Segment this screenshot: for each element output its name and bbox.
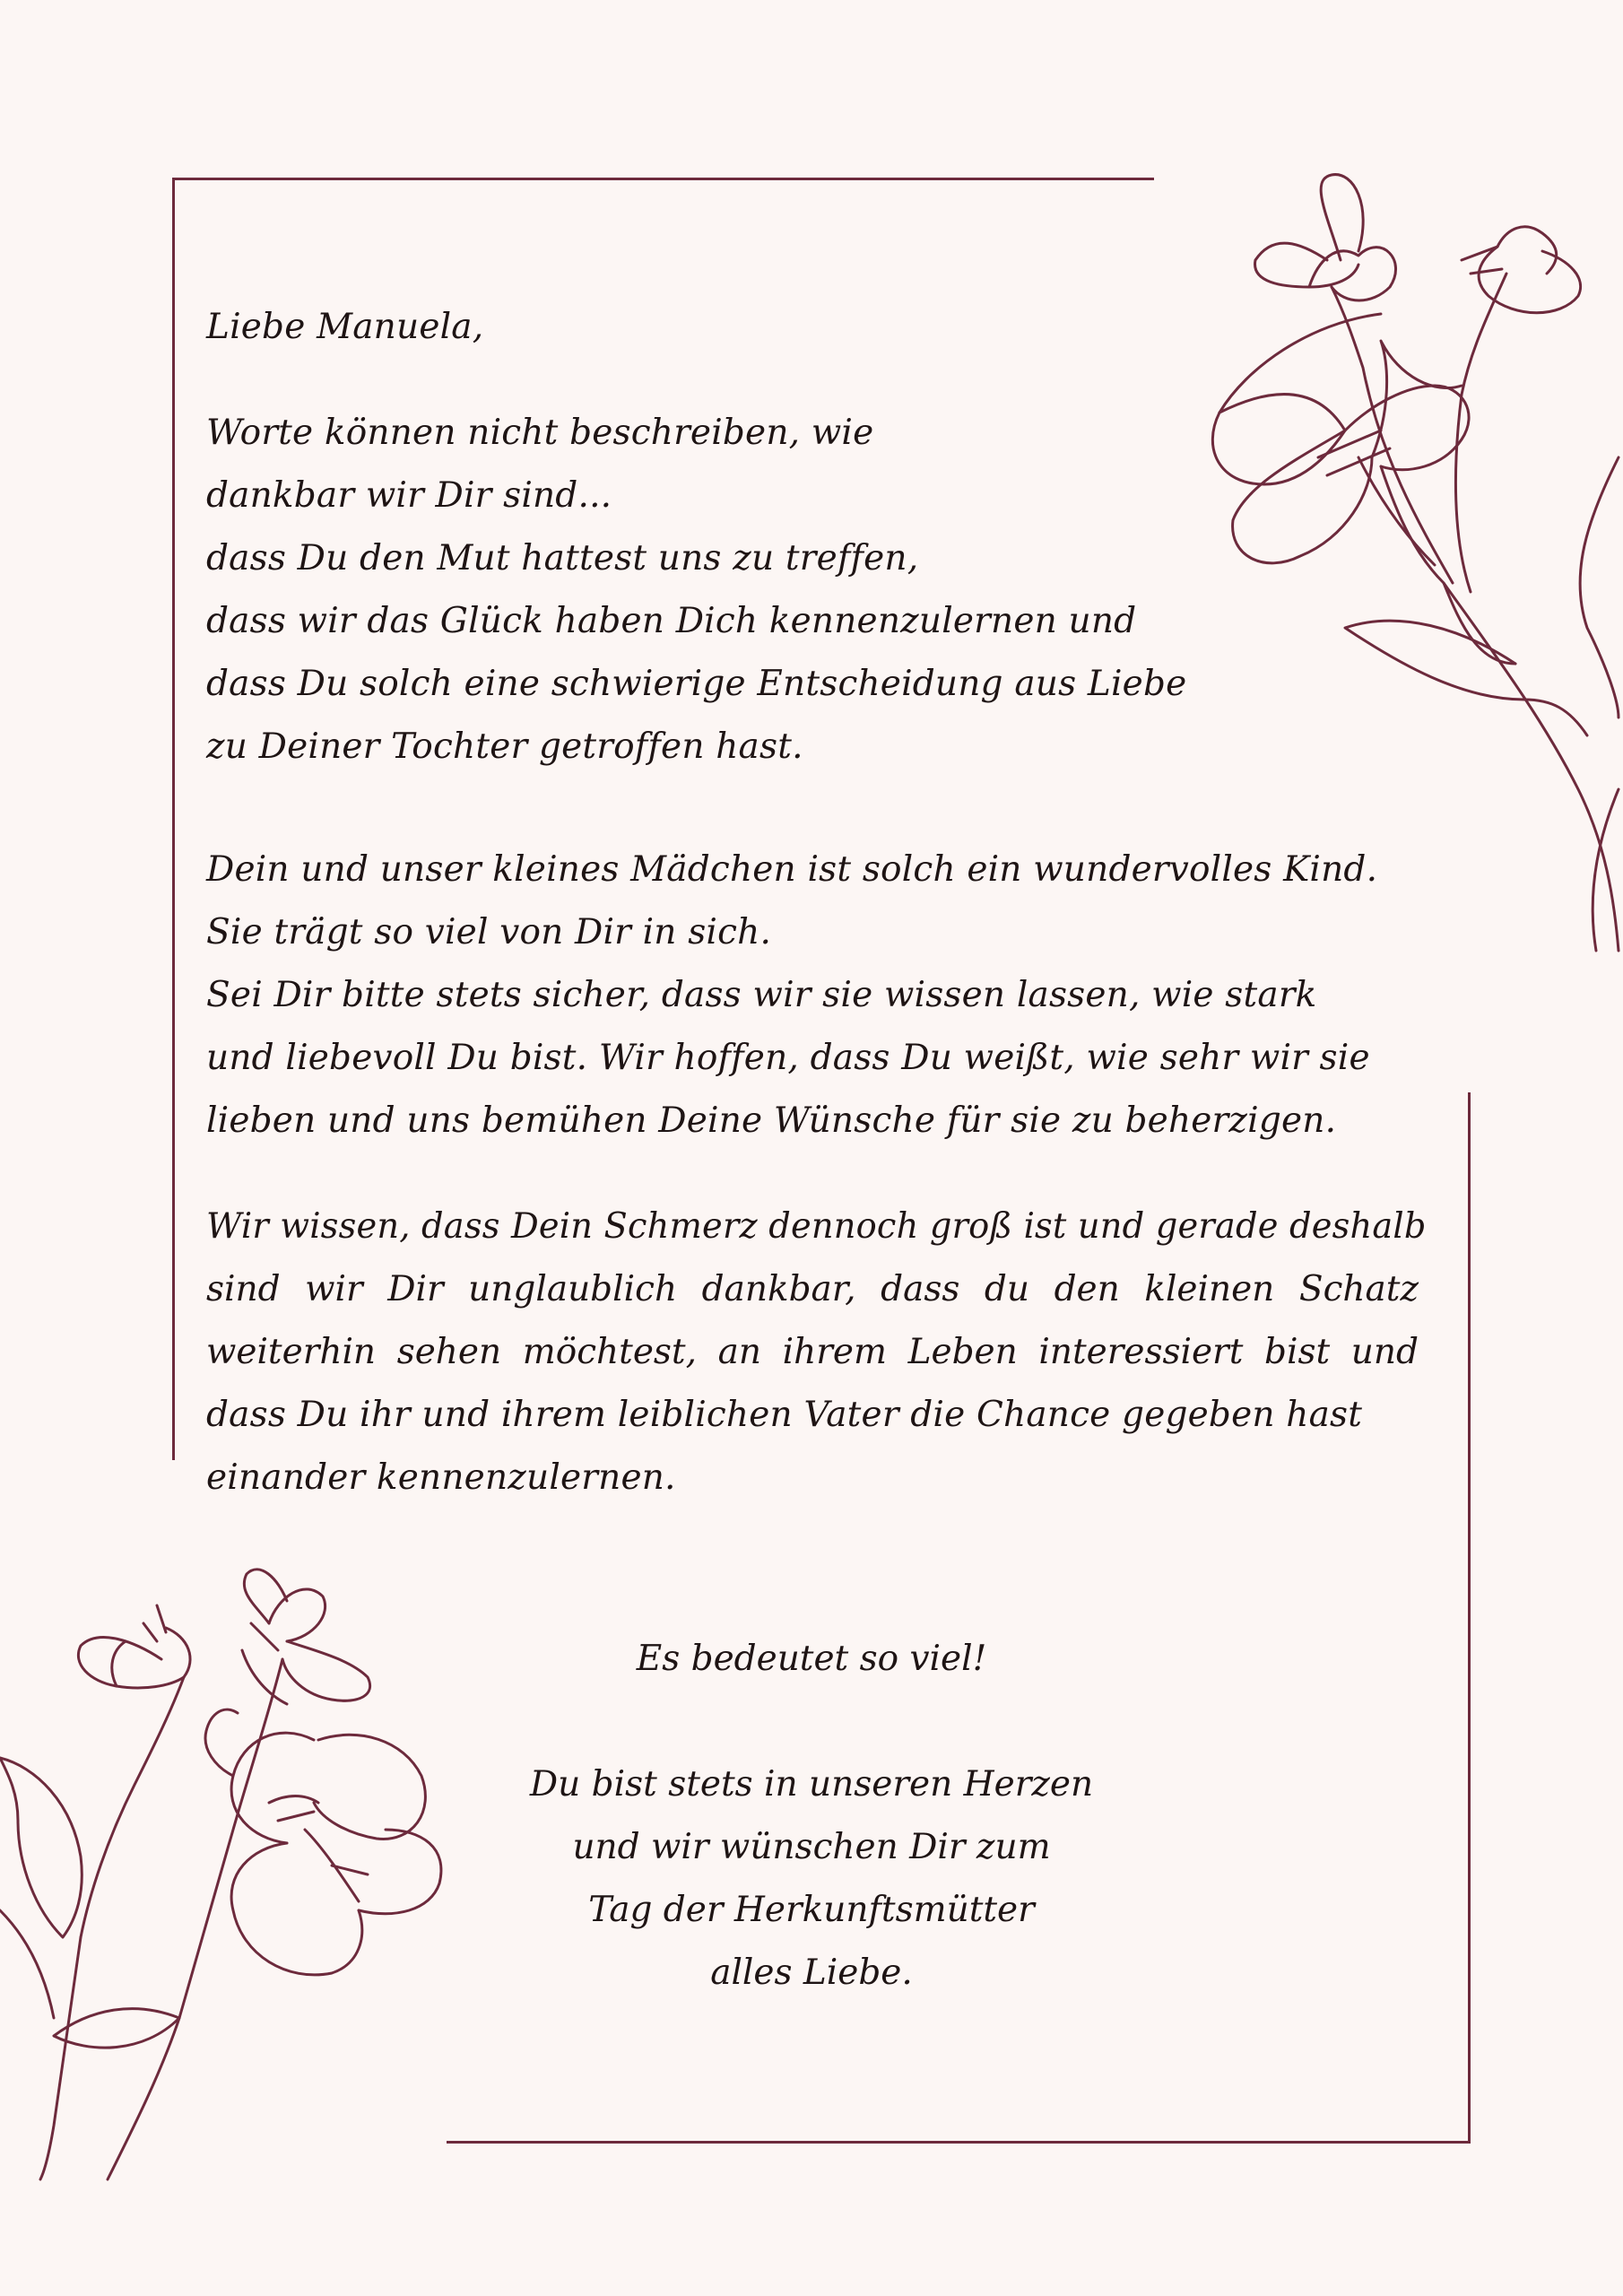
frame-right-rule — [1468, 1092, 1471, 2144]
closing-line: Du bist stets in unseren Herzen — [529, 1764, 1094, 1805]
paragraph1-line: Worte können nicht beschreiben, wie — [206, 413, 874, 453]
frame-top-rule — [172, 178, 1154, 180]
paragraph1-line: dass Du solch eine schwierige Entscheidung aus Liebe — [206, 664, 1187, 704]
paragraph2-line: Sie trägt so viel von Dir in sich. — [206, 912, 772, 952]
paragraph3-line: dass Du ihr und ihrem leiblichen Vater die Chance gegeben hast — [206, 1395, 1363, 1435]
paragraph1-line: dankbar wir Dir sind... — [206, 475, 612, 516]
closing-line: Es bedeutet so viel! — [636, 1639, 987, 1679]
paragraph3-line: einander kennenzulernen. — [206, 1457, 676, 1498]
closing-line: Tag der Herkunftsmütter — [588, 1890, 1035, 1930]
paragraph1-line: dass Du den Mut hattest uns zu treffen, — [206, 538, 919, 578]
salutation: Liebe Manuela, — [206, 307, 484, 347]
closing-line: alles Liebe. — [710, 1952, 913, 1993]
paragraph1-line: zu Deiner Tochter getroffen hast. — [206, 726, 803, 767]
paragraph2-line: lieben und uns bemühen Deine Wünsche für sie zu beherzigen. — [206, 1100, 1337, 1141]
paragraph2-line: Dein und unser kleines Mädchen ist solch ein wundervolles Kind. — [206, 849, 1378, 890]
paragraph2-line: Sei Dir bitte stets sicher, dass wir sie wissen lassen, wie stark — [206, 975, 1317, 1015]
paragraph2-line: und liebevoll Du bist. Wir hoffen, dass Du weißt, wie sehr wir sie — [206, 1038, 1370, 1078]
paragraph3-line: Wir wissen, dass Dein Schmerz dennoch groß ist und gerade deshalb — [206, 1206, 1427, 1247]
frame-left-rule — [172, 178, 175, 1460]
frame-bottom-rule — [447, 2141, 1471, 2144]
closing-line: und wir wünschen Dir zum — [572, 1827, 1051, 1867]
paragraph3-line: sind wir Dir unglaublich dankbar, dass du den kleinen Schatz — [206, 1269, 1419, 1309]
flower-line-art-icon — [0, 1534, 466, 2179]
paragraph3-line: weiterhin sehen möchtest, an ihrem Leben interessiert bist und — [206, 1332, 1419, 1372]
paragraph1-line: dass wir das Glück haben Dich kennenzulernen und — [206, 601, 1137, 641]
